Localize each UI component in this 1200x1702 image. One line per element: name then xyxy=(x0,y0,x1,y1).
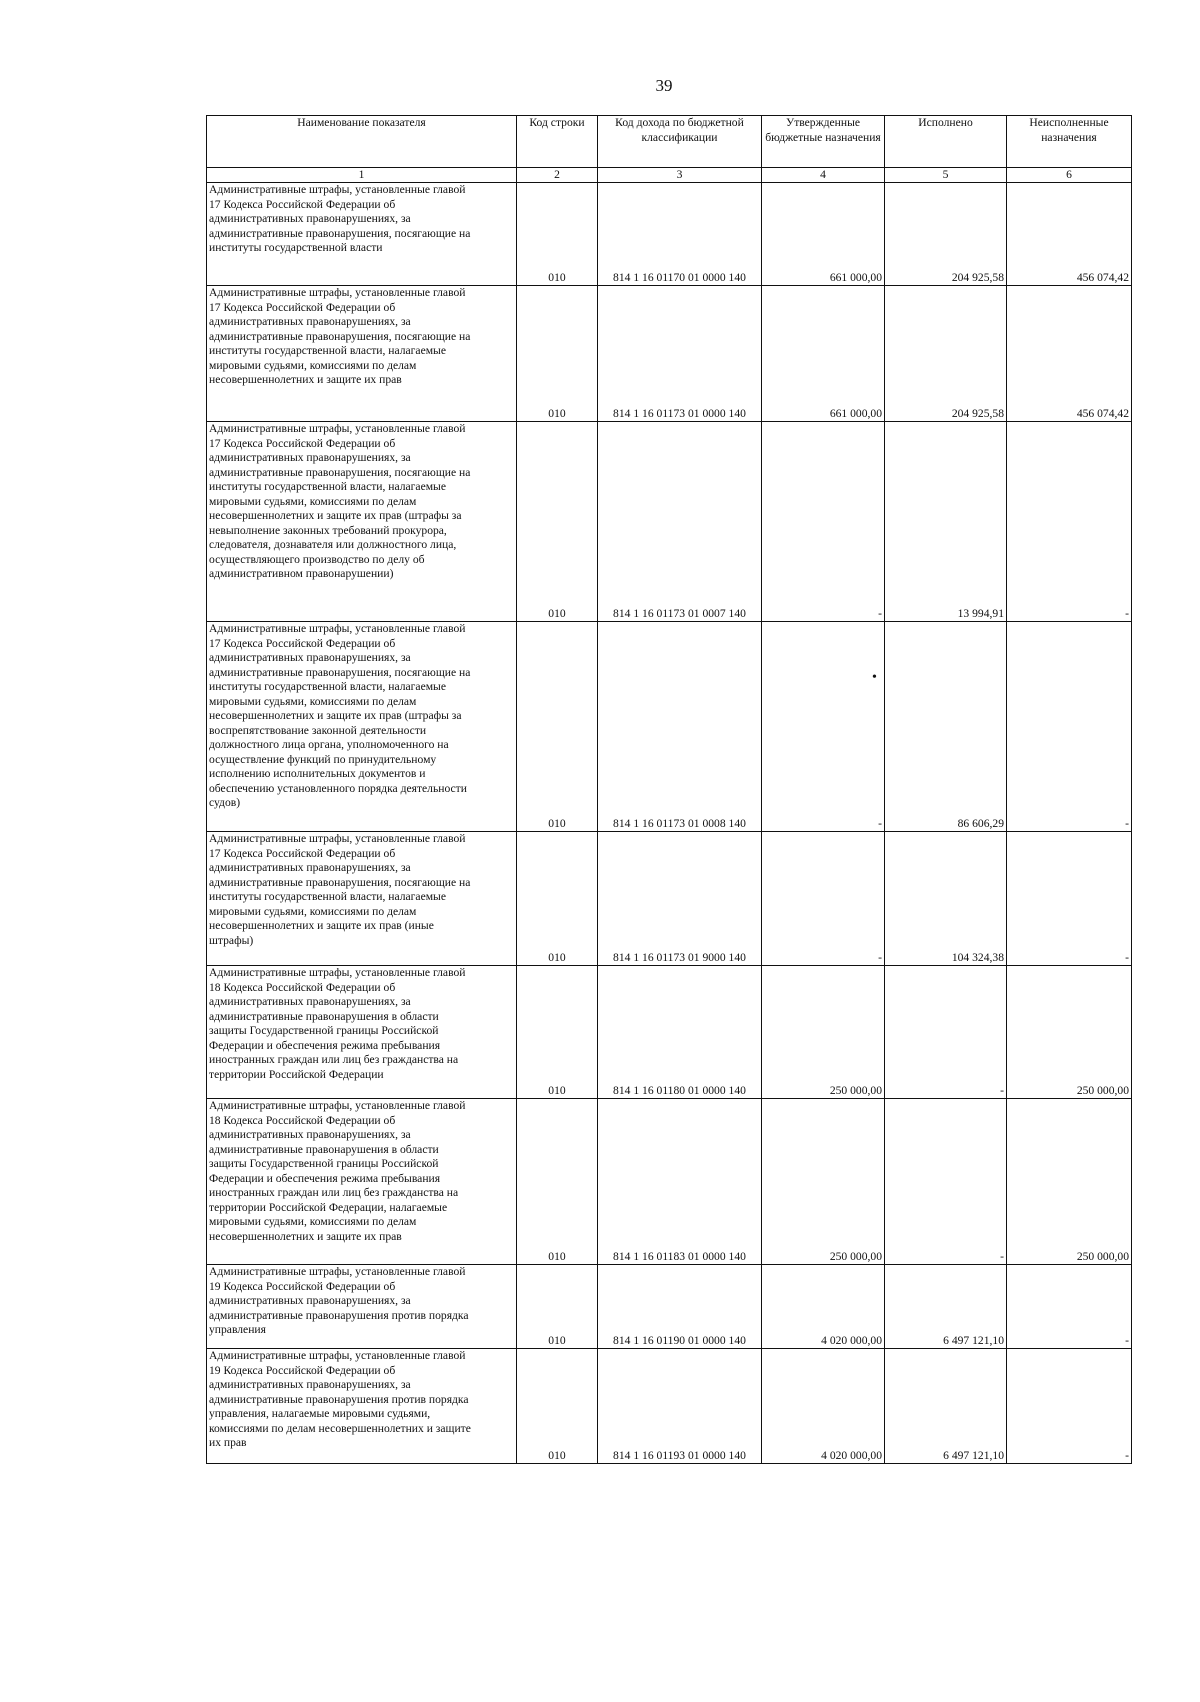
ink-dot: • xyxy=(872,670,877,685)
column-number-row xyxy=(207,168,1132,183)
line-code: 010 xyxy=(517,1099,598,1265)
table-row xyxy=(207,832,1132,966)
table-row xyxy=(207,286,1132,422)
unexecuted-amount: 456 074,42 xyxy=(1007,286,1132,422)
header-unexecuted: Неисполненные назначения xyxy=(1007,116,1132,168)
income-code: 814 1 16 01173 01 0000 140 xyxy=(598,286,762,422)
line-code: 010 xyxy=(517,1265,598,1349)
table-row xyxy=(207,183,1132,286)
line-code: 010 xyxy=(517,622,598,832)
income-code: 814 1 16 01190 01 0000 140 xyxy=(598,1265,762,1349)
indicator-name: Административные штрафы, установленные главой 17 Кодекса Российской Федерации об административных правонарушениях, за административные правонарушения, посягающие на институты государственной власти, налагаемые мировыми судьями, комиссиями по делам несовершеннолетних и защите их прав xyxy=(207,286,517,422)
executed-amount: - xyxy=(885,966,1007,1099)
approved-amount: 661 000,00 xyxy=(762,286,885,422)
approved-amount: - xyxy=(762,422,885,622)
unexecuted-amount: - xyxy=(1007,832,1132,966)
approved-amount: 4 020 000,00 xyxy=(762,1265,885,1349)
column-number: 6 xyxy=(1007,168,1132,183)
line-code: 010 xyxy=(517,966,598,1099)
income-code: 814 1 16 01183 01 0000 140 xyxy=(598,1099,762,1265)
table-row xyxy=(207,1349,1132,1464)
indicator-name: Административные штрафы, установленные главой 17 Кодекса Российской Федерации об административных правонарушениях, за административные правонарушения, посягающие на институты государственной власти, налагаемые мировыми судьями, комиссиями по делам несовершеннолетних и защите их прав (штрафы за невыполнение законных требований прокурора, следователя, дознавателя или должностного лица, осуществляющего производство по делу об административном правонарушении) xyxy=(207,422,517,622)
table-row xyxy=(207,422,1132,622)
executed-amount: 204 925,58 xyxy=(885,183,1007,286)
executed-amount: - xyxy=(885,1099,1007,1265)
table-row xyxy=(207,966,1132,1099)
table-row xyxy=(207,622,1132,832)
table-row xyxy=(207,1099,1132,1265)
indicator-name: Административные штрафы, установленные главой 17 Кодекса Российской Федерации об административных правонарушениях, за административные правонарушения, посягающие на институты государственной власти, налагаемые мировыми судьями, комиссиями по делам несовершеннолетних и защите их прав (штрафы за воспрепятствование законной деятельности должностного лица органа, уполномоченного на осуществление функций по принудительному исполнению исполнительных документов и обеспечению установленного порядка деятельности судов) xyxy=(207,622,517,832)
unexecuted-amount: - xyxy=(1007,1349,1132,1464)
indicator-name: Административные штрафы, установленные главой 18 Кодекса Российской Федерации об административных правонарушениях, за административные правонарушения в области защиты Государственной границы Российской Федерации и обеспечения режима пребывания иностранных граждан или лиц без гражданства на территории Российской Федерации xyxy=(207,966,517,1099)
header-row xyxy=(207,116,1132,168)
income-code: 814 1 16 01173 01 0008 140 xyxy=(598,622,762,832)
unexecuted-amount: 250 000,00 xyxy=(1007,1099,1132,1265)
unexecuted-amount: - xyxy=(1007,622,1132,832)
line-code: 010 xyxy=(517,183,598,286)
budget-income-table xyxy=(206,115,1132,1464)
header-indicator-name: Наименование показателя xyxy=(207,116,517,168)
page-number: 39 xyxy=(655,76,673,95)
approved-amount: - xyxy=(762,832,885,966)
approved-amount: 250 000,00 xyxy=(762,1099,885,1265)
executed-amount: 204 925,58 xyxy=(885,286,1007,422)
unexecuted-amount: - xyxy=(1007,422,1132,622)
income-code: 814 1 16 01173 01 9000 140 xyxy=(598,832,762,966)
income-code: 814 1 16 01173 01 0007 140 xyxy=(598,422,762,622)
header-income-code: Код дохода по бюджетной классификации xyxy=(598,116,762,168)
unexecuted-amount: - xyxy=(1007,1265,1132,1349)
column-number: 5 xyxy=(885,168,1007,183)
table-row xyxy=(207,1265,1132,1349)
indicator-name: Административные штрафы, установленные главой 17 Кодекса Российской Федерации об административных правонарушениях, за административные правонарушения, посягающие на институты государственной власти xyxy=(207,183,517,286)
executed-amount: 104 324,38 xyxy=(885,832,1007,966)
header-approved: Утвержденные бюджетные назначения xyxy=(762,116,885,168)
income-code: 814 1 16 01180 01 0000 140 xyxy=(598,966,762,1099)
indicator-name: Административные штрафы, установленные главой 18 Кодекса Российской Федерации об административных правонарушениях, за административные правонарушения в области защиты Государственной границы Российской Федерации и обеспечения режима пребывания иностранных граждан или лиц без гражданства на территории Российской Федерации, налагаемые мировыми судьями, комиссиями по делам несовершеннолетних и защите их прав xyxy=(207,1099,517,1265)
approved-amount: 4 020 000,00 xyxy=(762,1349,885,1464)
indicator-name: Административные штрафы, установленные главой 17 Кодекса Российской Федерации об административных правонарушениях, за административные правонарушения, посягающие на институты государственной власти, налагаемые мировыми судьями, комиссиями по делам несовершеннолетних и защите их прав (иные штрафы) xyxy=(207,832,517,966)
income-code: 814 1 16 01170 01 0000 140 xyxy=(598,183,762,286)
column-number: 2 xyxy=(517,168,598,183)
line-code: 010 xyxy=(517,286,598,422)
indicator-name: Административные штрафы, установленные главой 19 Кодекса Российской Федерации об административных правонарушениях, за административные правонарушения против порядка управления xyxy=(207,1265,517,1349)
column-number: 1 xyxy=(207,168,517,183)
column-number: 3 xyxy=(598,168,762,183)
indicator-name: Административные штрафы, установленные главой 19 Кодекса Российской Федерации об административных правонарушениях, за административные правонарушения против порядка управления, налагаемые мировыми судьями, комиссиями по делам несовершеннолетних и защите их прав xyxy=(207,1349,517,1464)
executed-amount: 6 497 121,10 xyxy=(885,1265,1007,1349)
line-code: 010 xyxy=(517,832,598,966)
income-code: 814 1 16 01193 01 0000 140 xyxy=(598,1349,762,1464)
column-number: 4 xyxy=(762,168,885,183)
header-executed: Исполнено xyxy=(885,116,1007,168)
approved-amount: 661 000,00 xyxy=(762,183,885,286)
approved-amount: - xyxy=(762,622,885,832)
approved-amount: 250 000,00 xyxy=(762,966,885,1099)
unexecuted-amount: 456 074,42 xyxy=(1007,183,1132,286)
executed-amount: 6 497 121,10 xyxy=(885,1349,1007,1464)
executed-amount: 86 606,29 xyxy=(885,622,1007,832)
line-code: 010 xyxy=(517,1349,598,1464)
unexecuted-amount: 250 000,00 xyxy=(1007,966,1132,1099)
executed-amount: 13 994,91 xyxy=(885,422,1007,622)
header-line-code: Код строки xyxy=(517,116,598,168)
line-code: 010 xyxy=(517,422,598,622)
